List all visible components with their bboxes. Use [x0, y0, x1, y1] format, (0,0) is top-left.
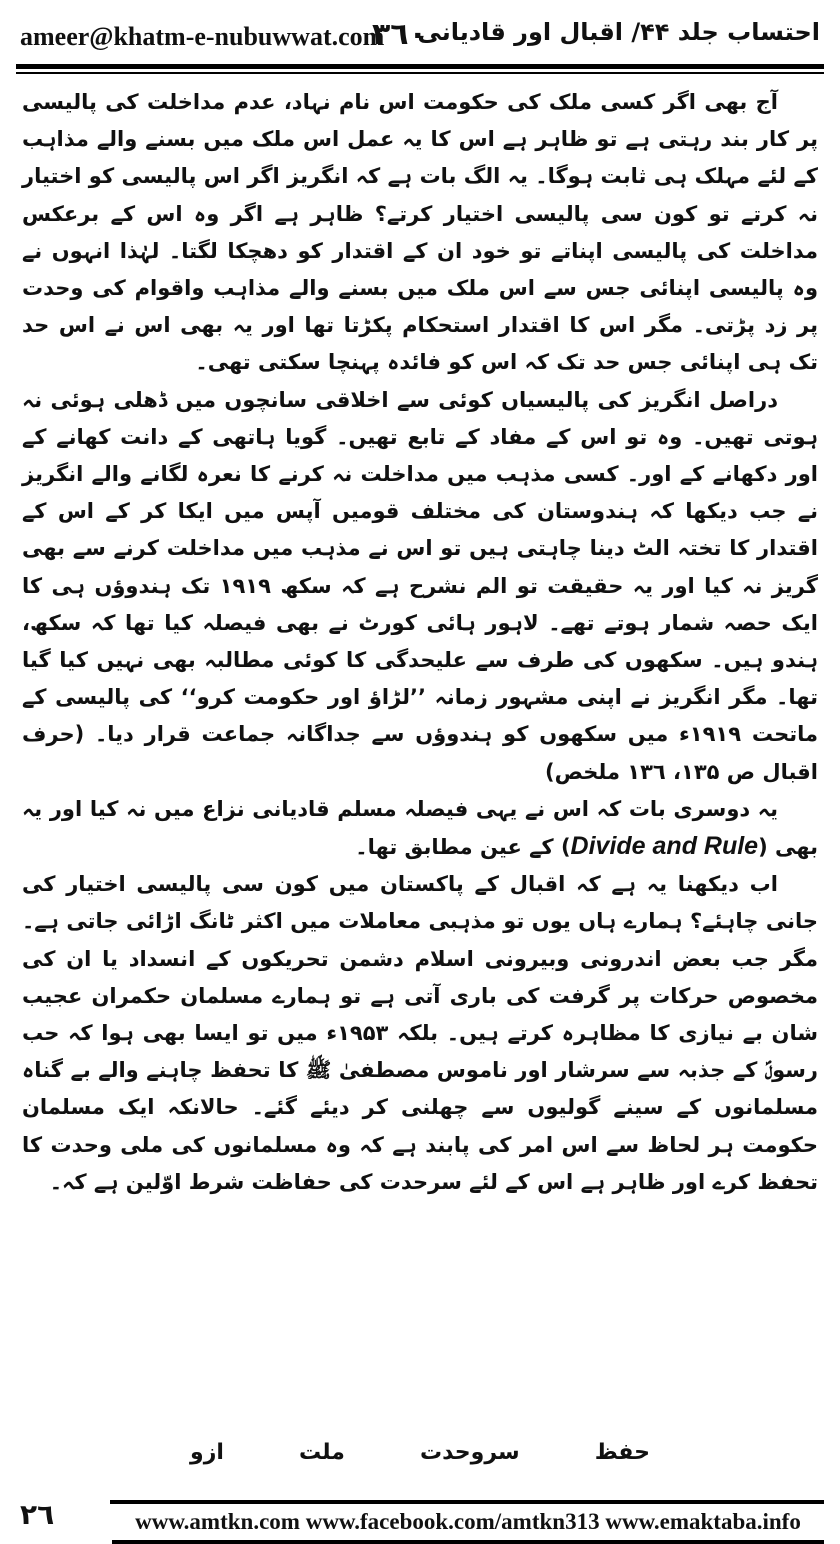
- divide-text-after: ) کے عین مطابق تھا۔: [355, 835, 571, 860]
- header-page-number: ۳٦٠: [372, 17, 427, 52]
- page-footer: [0, 1494, 840, 1540]
- header-rule-thin: [16, 72, 824, 74]
- paragraph-last: اب دیکھنا یہ ہے کہ اقبال کے پاکستان میں کون سی پالیسی اختیار کی جانی چاہئے؟ ہمارے ہاں یوں تو مذہبی معاملات میں اکثر ٹانگ اڑائی جاتی ہے۔ مگر جب بعض اندرونی وبیرونی اسلام دشمن تحریکوں کے انسداد یا ان کی مخصوص حرکات پر گرفت کی باری آتی ہے تو ہمارے مسلمان حکمران عجیب شان بے نیازی کا مظاہرہ کرتے ہیں۔ بلکہ ۱۹۵۳ء میں تو ایسا بھی ہوا کہ حب رسولؐ کے جذبہ سے سرشار اور ناموس مصطفیٰ ﷺ کا تحفظ چاہنے والے بے گناہ مسلمانوں کے سینے گولیوں سے چھلنی کر دیئے گئے۔ حالانکہ ایک مسلمان حکومت ہر لحاظ سے اس امر کی پابند ہے کہ وہ مسلمانوں کی ملی وحدت کا تحفظ کرے اور ظاہر ہے اس کے لئے سرحدت کی حفاظت شرط اوّلین ہے کہ۔: [22, 872, 818, 1194]
- keyword: ملت: [299, 1440, 345, 1465]
- article-body: [22, 84, 818, 1201]
- keyword: سروحدت: [419, 1440, 520, 1465]
- footer-urls[interactable]: www.amtkn.com www.facebook.com/amtkn313 www.emaktaba.info: [112, 1506, 824, 1544]
- footer-rule: [110, 1500, 824, 1504]
- divide-and-rule-phrase: Divide and Rule: [570, 832, 759, 861]
- keyword-line: [190, 1440, 650, 1484]
- footer-page-number: ۲٦: [20, 1498, 55, 1531]
- keyword: حفظ: [594, 1440, 650, 1465]
- page-header: [0, 0, 840, 64]
- header-rule-thick: [16, 64, 824, 69]
- paragraph-divide-and-rule: [22, 791, 818, 866]
- running-title: احتساب جلد ۴۴/ اقبال اور قادیانی: [417, 18, 820, 46]
- header-email[interactable]: ameer@khatm-e-nubuwwat.com: [20, 22, 385, 51]
- keyword: ازو: [190, 1440, 224, 1465]
- paragraph-1: آج بھی اگر کسی ملک کی حکومت اس نام نہاد، عدم مداخلت کی پالیسی پر کار بند رہتی ہے تو ظاہر ہے اس کا یہ عمل اس ملک میں بسنے والے مذاہب کے لئے مہلک ہی ثابت ہوگا۔ یہ الگ بات ہے کہ انگریز اگر اس پالیسی کو اختیار نہ کرتے تو کون سی پالیسی اختیار کرتے؟ ظاہر ہے اگر وہ اس کے برعکس مداخلت کی پالیسی اپناتے تو خود ان کے اقتدار کو دھچکا لگتا۔ لہٰذا انہوں نے وہ پالیسی اپنائی جس سے اس ملک میں بسنے والے مذاہب واقوام کی وحدت پر زد پڑتی۔ مگر اس کا اقتدار استحکام پکڑتا تھا اور یہ بھی اس نے اس حد تک ہی اپنائی جس حد تک کہ اس کو فائدہ پہنچا سکتی تھی۔: [22, 90, 818, 375]
- divide-text-before: یہ دوسری بات کہ اس نے یہی فیصلہ مسلم قادیانی نزاع میں نہ کیا اور یہ بھی (: [22, 796, 818, 860]
- paragraph-2: دراصل انگریز کی پالیسیاں کوئی سے اخلاقی سانچوں میں ڈھلی ہوئی نہ ہوتی تھیں۔ وہ تو اس کے مفاد کے تابع تھیں۔ گویا ہاتھی کے دانت کھانے کے اور دکھانے کے اور۔ کسی مذہب میں مداخلت نہ کرنے کا نعرہ لگانے والے انگریز نے جب دیکھا کہ ہندوستان کی مختلف قومیں آپس میں ایکا کر کے اس کے اقتدار کا تختہ الٹ دینا چاہتی ہیں تو اس نے مذہب میں مداخلت کرنے سے بھی گریز نہ کیا اور یہ حقیقت تو الم نشرح ہے کہ سکھ ۱۹۱۹ تک ہندوؤں ہی کا ایک حصہ شمار ہوتے تھے۔ لاہور ہائی کورٹ نے بھی فیصلہ کیا تھا کہ سکھ، ہندو ہیں۔ سکھوں کی طرف سے علیحدگی کا کوئی مطالبہ بھی نہیں کیا گیا تھا۔ مگر انگریز نے اپنی مشہور زمانہ ’’لڑاؤ اور حکومت کرو‘‘ کی پالیسی کے ماتحت ۱۹۱۹ء میں سکھوں کو ہندوؤں سے جداگانہ جماعت قرار دیا۔ (حرف اقبال ص ۱۳۵، ۱۳٦ ملخص): [22, 387, 818, 784]
